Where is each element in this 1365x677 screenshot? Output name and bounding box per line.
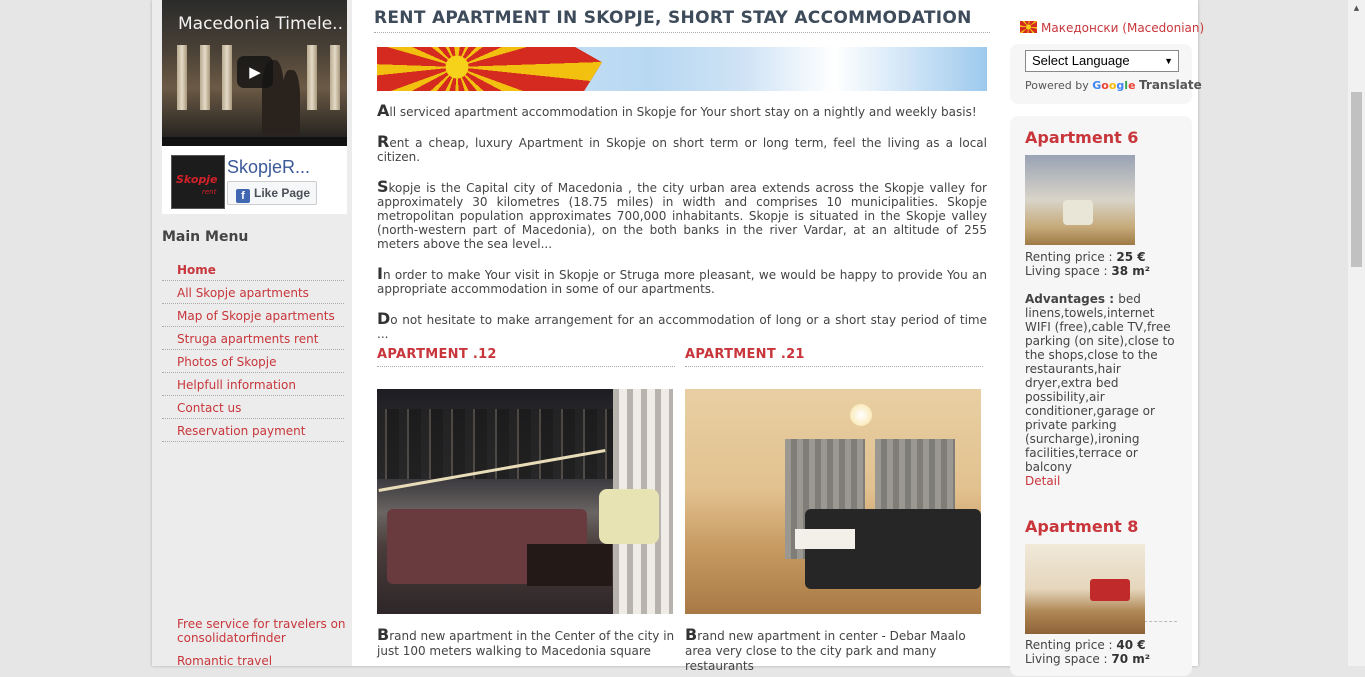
renting-price xyxy=(1025,250,1177,264)
detail-link[interactable]: Detail xyxy=(1025,474,1061,488)
apartment-photo[interactable] xyxy=(377,389,673,614)
video-column xyxy=(177,45,187,110)
apartment-card xyxy=(377,347,675,659)
intro-paragraph xyxy=(377,264,987,296)
intro-paragraph xyxy=(377,177,987,251)
advantages-text: bed linens,towels,internet WIFI (free),cable TV,free parking (on site),close to the shops,close to the restaurants,hair dryer,extra bed possibility,air conditioner,garage or private parking (surcharge),ironing facilities,terrace or balcony xyxy=(1025,292,1175,474)
left-sidebar xyxy=(152,0,352,666)
living-space-label: Living space : xyxy=(1025,264,1112,278)
main-content xyxy=(374,0,992,673)
video-column xyxy=(307,45,317,110)
photo-table xyxy=(795,529,855,549)
facebook-page-name[interactable]: SkopjeR... xyxy=(227,157,311,177)
drop-cap: I xyxy=(377,264,383,283)
video-column xyxy=(330,45,340,110)
main-menu xyxy=(162,258,344,442)
drop-cap: S xyxy=(377,177,389,196)
featured-apartment xyxy=(1025,128,1177,488)
advantages xyxy=(1025,292,1177,474)
paragraph-text: n order to make Your visit in Skopje or Struga more pleasant, we would be happy to provide You an appropriate accommodation in some of our apartments. xyxy=(377,268,987,296)
video-column xyxy=(222,45,232,110)
facebook-icon: f xyxy=(236,189,250,203)
video-progress-bar xyxy=(162,137,347,146)
intro-paragraph xyxy=(377,132,987,164)
menu-item-photos[interactable]: Photos of Skopje xyxy=(162,350,344,373)
featured-apartments xyxy=(1010,116,1192,676)
video-column xyxy=(200,45,210,110)
page-logo-text: Skopje xyxy=(176,173,218,186)
renting-price-label: Renting price : xyxy=(1025,250,1117,264)
drop-cap: B xyxy=(377,625,390,644)
main-menu-title: Main Menu xyxy=(162,229,249,245)
dropdown-caret-icon: ▼ xyxy=(1164,56,1173,66)
photo-sofa xyxy=(1090,579,1130,601)
like-page-label: Like Page xyxy=(254,186,311,200)
page-title: RENT APARTMENT IN SKOPJE, SHORT STAY ACCOMMODATION xyxy=(374,8,990,33)
video-figure xyxy=(282,70,300,135)
drop-cap: B xyxy=(685,625,698,644)
translate-link[interactable]: Translate xyxy=(1139,78,1202,92)
menu-item-contact[interactable]: Contact us xyxy=(162,396,344,419)
drop-cap: D xyxy=(377,309,391,328)
scrollbar-thumb[interactable] xyxy=(1351,92,1362,267)
apartment-card xyxy=(685,347,983,674)
drop-cap: R xyxy=(377,132,390,151)
language-link-macedonian[interactable] xyxy=(1020,21,1204,35)
featured-apartment-photo[interactable] xyxy=(1025,544,1145,634)
renting-price xyxy=(1025,638,1177,652)
intro-paragraph xyxy=(377,309,987,341)
photo-armchair xyxy=(599,489,659,544)
intro-text xyxy=(377,101,987,357)
menu-item-payment[interactable]: Reservation payment xyxy=(162,419,344,442)
menu-item-all-apartments[interactable]: All Skopje apartments xyxy=(162,281,344,304)
menu-item-map[interactable]: Map of Skopje apartments xyxy=(162,304,344,327)
living-space xyxy=(1025,652,1177,666)
play-icon[interactable]: ▶ xyxy=(237,56,273,88)
renting-price-label: Renting price : xyxy=(1025,638,1117,652)
video-thumbnail[interactable] xyxy=(162,0,347,146)
google-logo: Google xyxy=(1092,79,1136,92)
page-logo[interactable] xyxy=(171,155,225,209)
right-sidebar xyxy=(1010,0,1205,666)
powered-by-google xyxy=(1025,78,1202,92)
language-link-label: Македонски (Macedonian) xyxy=(1041,21,1205,35)
menu-item-home[interactable]: Home xyxy=(162,258,344,281)
apartment-heading[interactable]: APARTMENT .12 xyxy=(377,347,675,367)
apartment-description xyxy=(377,627,675,659)
living-space-value: 38 m² xyxy=(1111,264,1151,278)
macedonia-flag-icon xyxy=(1020,21,1037,33)
renting-price-value: 40 € xyxy=(1116,638,1146,652)
page-scrollbar[interactable] xyxy=(1348,0,1365,666)
menu-item-struga[interactable]: Struga apartments rent xyxy=(162,327,344,350)
paragraph-text: ent a cheap, luxury Apartment in Skopje on short term or long term, feel the living as a local citizen. xyxy=(377,136,987,164)
living-space-value: 70 m² xyxy=(1111,652,1151,666)
apartment-heading[interactable]: APARTMENT .21 xyxy=(685,347,983,367)
secondary-menu xyxy=(177,617,347,677)
scroll-up-icon[interactable]: ▲ xyxy=(1353,4,1360,12)
page-container xyxy=(152,0,1205,673)
translate-widget xyxy=(1010,44,1202,104)
apartment-photo[interactable] xyxy=(685,389,981,614)
drop-cap: A xyxy=(377,101,390,120)
intro-paragraph xyxy=(377,101,987,120)
featured-apartment-title[interactable]: Apartment 8 xyxy=(1025,517,1139,536)
menu-item-consolidatorfinder[interactable]: Free service for travelers on consolidatorfinder xyxy=(177,617,346,645)
flag-banner xyxy=(377,47,987,91)
paragraph-text: ll serviced apartment accommodation in Skopje for Your short stay on a nightly and weekly basis! xyxy=(389,105,977,119)
menu-item-information[interactable]: Helpfull information xyxy=(162,373,344,396)
apartment-description xyxy=(685,627,983,674)
apartment-description-text: rand new apartment in center - Debar Maalo area very close to the city park and many restaurants xyxy=(685,629,966,673)
menu-item-romantic-travel[interactable]: Romantic travel xyxy=(177,654,273,668)
video-title[interactable]: Macedonia Timele.. xyxy=(178,14,343,34)
powered-by-label: Powered by xyxy=(1025,79,1089,92)
featured-apartment-title[interactable]: Apartment 6 xyxy=(1025,128,1139,147)
facebook-widget xyxy=(162,0,347,214)
page-logo-subtext: rent xyxy=(202,188,217,196)
photo-chair xyxy=(1063,200,1093,225)
living-space xyxy=(1025,264,1177,278)
apartment-description-text: rand new apartment in the Center of the city in just 100 meters walking to Macedonia square xyxy=(377,629,675,658)
photo-table xyxy=(527,544,612,586)
living-space-label: Living space : xyxy=(1025,652,1112,666)
featured-apartment xyxy=(1025,517,1177,666)
photo-lamp xyxy=(850,404,872,426)
language-select-value: Select Language xyxy=(1032,53,1130,68)
advantages-label: Advantages : xyxy=(1025,292,1119,306)
paragraph-text: kopje is the Capital city of Macedonia , the city urban area extends across the Skopje valley for approximately 30 kilometres (18.75 miles) in width and comprises 10 municipalities. Skopje metropolitan population approximates 700,000 inhabitants. Skopje is situated in the Skopje valley (north-western part of Macedonia), on the both banks in the river Vardar, at an altitude of 255 meters above the sea level... xyxy=(377,181,987,251)
macedonian-flag-image xyxy=(377,47,602,91)
photo-sofa xyxy=(805,509,981,589)
featured-apartment-photo[interactable] xyxy=(1025,155,1135,245)
language-select[interactable] xyxy=(1025,50,1179,72)
paragraph-text: o not hesitate to make arrangement for an accommodation of long or a short stay period of time ... xyxy=(377,313,987,341)
renting-price-value: 25 € xyxy=(1116,250,1146,264)
like-page-button[interactable] xyxy=(227,181,317,205)
